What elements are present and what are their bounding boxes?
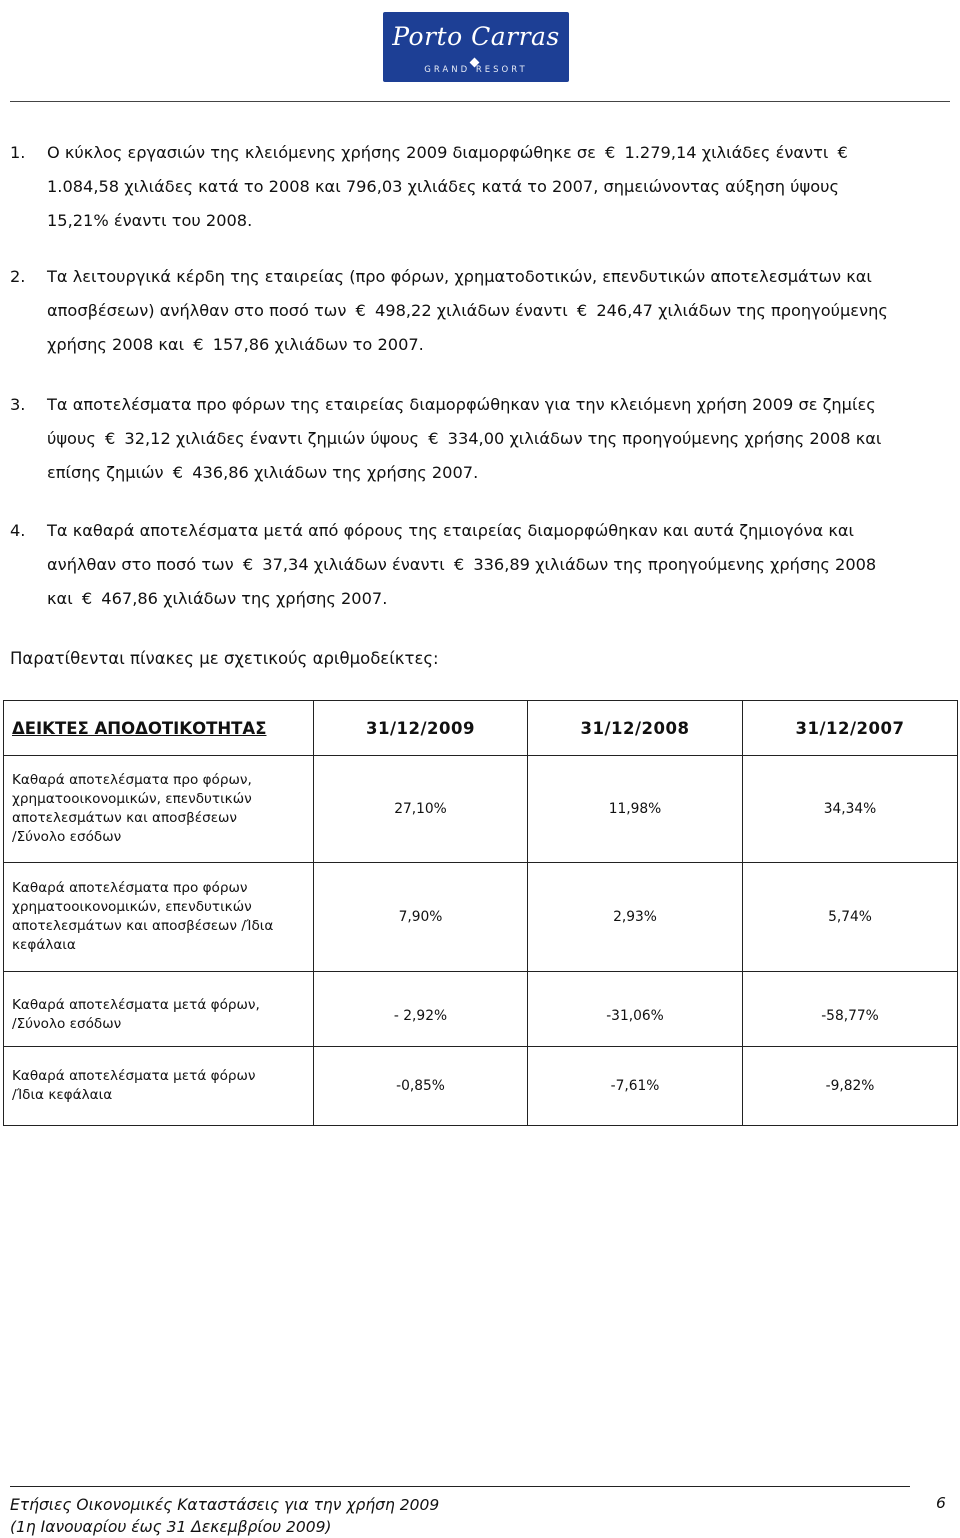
footer-period: (1η Ιανουαρίου έως 31 Δεκεμβρίου 2009) (10, 1518, 332, 1536)
row-label (4, 972, 314, 1047)
value-2009: 7,90% (314, 863, 528, 972)
text-segment: 157,86 χιλιάδων το 2007. (207, 335, 424, 354)
text-segment: 1.084,58 χιλιάδες κατά το 2008 και 796,03 χιλιάδες κατά το 2007, σημειώνοντας αύξηση ύψους (47, 177, 839, 196)
value-2008: -7,61% (528, 1047, 743, 1126)
row-label (4, 756, 314, 863)
text-segment: 336,89 χιλιάδων της προηγούμενης χρήσης 2008 (468, 555, 877, 574)
text-segment: 32,12 χιλιάδες έναντι ζημιών ύψους (119, 429, 425, 448)
logo-text: Porto Carras (392, 22, 560, 51)
paragraph-body (47, 136, 948, 238)
value-2007: -58,77% (743, 972, 958, 1047)
row-label-line: χρηματοοικονομικών, επενδυτικών (12, 791, 252, 807)
paragraph-line (47, 548, 948, 582)
footer-text (10, 1494, 439, 1538)
row-label-line: /Σύνολο εσόδων (12, 1016, 122, 1032)
page-number: 6 (936, 1494, 946, 1512)
paragraph-body (47, 260, 948, 362)
row-label-line: /Σύνολο εσόδων (12, 829, 122, 845)
text-segment: 37,34 χιλιάδων έναντι (257, 555, 450, 574)
value-2009: -0,85% (314, 1047, 528, 1126)
table-header-row (4, 701, 958, 756)
header-ratios: ΔΕΙΚΤΕΣ ΑΠΟΔΟΤΙΚΟΤΗΤΑΣ (4, 701, 314, 756)
euro-sign: € (837, 143, 848, 162)
paragraph-line (47, 422, 948, 456)
paragraph-line (47, 582, 948, 616)
value-2007: 34,34% (743, 756, 958, 863)
row-label-line: Καθαρά αποτελέσματα προ φόρων, (12, 772, 252, 788)
paragraph-number: 2. (10, 267, 26, 286)
header-divider (10, 101, 950, 102)
row-label-line: Καθαρά αποτελέσματα μετά φόρων, (12, 997, 260, 1013)
row-label-line: Καθαρά αποτελέσματα μετά φόρων (12, 1068, 256, 1084)
euro-sign: € (576, 301, 588, 320)
footer-title: Ετήσιες Οικονομικές Καταστάσεις για την χρήση 2009 (10, 1496, 440, 1514)
value-2007: 5,74% (743, 863, 958, 972)
row-label-line: Καθαρά αποτελέσματα προ φόρων (12, 880, 248, 896)
value-2009: - 2,92% (314, 972, 528, 1047)
value-2008: -31,06% (528, 972, 743, 1047)
porto-carras-logo (383, 12, 569, 82)
row-label-line: χρηματοοικονομικών, επενδυτικών (12, 899, 252, 915)
paragraph-number: 3. (10, 395, 26, 414)
text-segment: Τα αποτελέσματα προ φόρων της εταιρείας διαμορφώθηκαν για την κλειόμενη χρήση 2009 σε ζημίες (47, 395, 876, 414)
euro-sign: € (81, 589, 93, 608)
row-label-line: κεφάλαια (12, 937, 76, 953)
text-segment: χρήσης 2008 και (47, 335, 190, 354)
row-label-line: αποτελεσμάτων και αποσβέσεων /Ίδια (12, 918, 274, 934)
paragraph-line (47, 388, 948, 422)
paragraph-body (47, 514, 948, 616)
paragraph-4 (10, 514, 948, 616)
text-segment: 15,21% έναντι του 2008. (47, 211, 253, 230)
table-row (4, 972, 958, 1047)
text-segment: 436,86 χιλιάδων της χρήσης 2007. (187, 463, 479, 482)
text-segment: ανήλθαν στο ποσό των (47, 555, 239, 574)
text-segment: 498,22 χιλιάδων έναντι (369, 301, 573, 320)
table-row (4, 863, 958, 972)
value-2009: 27,10% (314, 756, 528, 863)
paragraph-line (47, 514, 948, 548)
row-label-line: αποτελεσμάτων και αποσβέσεων (12, 810, 238, 826)
row-label-line: /Ίδια κεφάλαια (12, 1087, 113, 1103)
header-2009: 31/12/2009 (314, 701, 528, 756)
paragraph-body (47, 388, 948, 490)
paragraph-2 (10, 260, 948, 362)
euro-sign: € (242, 555, 254, 574)
euro-sign: € (605, 143, 616, 162)
paragraph-1 (10, 136, 948, 238)
value-2008: 11,98% (528, 756, 743, 863)
euro-sign: € (355, 301, 366, 320)
paragraph-3 (10, 388, 948, 490)
header-2008: 31/12/2008 (528, 701, 743, 756)
text-segment: 1.279,14 χιλιάδες έναντι (619, 143, 834, 162)
text-segment: 334,00 χιλιάδων της προηγούμενης χρήσης 2008 και (442, 429, 882, 448)
table-row (4, 756, 958, 863)
footer-divider (10, 1486, 910, 1487)
text-segment: Τα λειτουργικά κέρδη της εταιρείας (προ φόρων, χρηματοδοτικών, επενδυτικών αποτελεσμάτων και (47, 267, 872, 286)
text-segment: 467,86 χιλιάδων της χρήσης 2007. (96, 589, 388, 608)
header-2007: 31/12/2007 (743, 701, 958, 756)
paragraph-line (47, 294, 948, 328)
profitability-ratios-table (3, 700, 958, 1126)
value-2008: 2,93% (528, 863, 743, 972)
paragraph-line (47, 456, 948, 490)
row-label (4, 1047, 314, 1126)
text-segment: 246,47 χιλιάδων της προηγούμενης (591, 301, 888, 320)
value-2007: -9,82% (743, 1047, 958, 1126)
euro-sign: € (453, 555, 465, 574)
paragraph-line (47, 328, 948, 362)
euro-sign: € (193, 335, 204, 354)
paragraph-line (47, 204, 948, 238)
row-label (4, 863, 314, 972)
paragraph-number: 4. (10, 521, 26, 540)
euro-sign: € (428, 429, 439, 448)
text-segment: ύψους (47, 429, 101, 448)
text-segment: και (47, 589, 78, 608)
text-segment: επίσης ζημιών (47, 463, 169, 482)
table-row (4, 1047, 958, 1126)
paragraph-number: 1. (10, 143, 26, 162)
paragraph-line (47, 260, 948, 294)
text-segment: Τα καθαρά αποτελέσματα μετά από φόρους της εταιρείας διαμορφώθηκαν και αυτά ζημιογόνα και (47, 521, 855, 540)
euro-sign: € (104, 429, 116, 448)
text-segment: Ο κύκλος εργασιών της κλειόμενης χρήσης 2009 διαμορφώθηκε σε (47, 143, 602, 162)
paragraph-line (47, 136, 948, 170)
logo-subtext: GRAND RESORT (424, 65, 528, 75)
paragraph-line (47, 170, 948, 204)
text-segment: αποσβέσεων) ανήλθαν στο ποσό των (47, 301, 352, 320)
table-intro: Παρατίθενται πίνακες με σχετικούς αριθμοδείκτες: (10, 649, 439, 668)
euro-sign: € (172, 463, 184, 482)
